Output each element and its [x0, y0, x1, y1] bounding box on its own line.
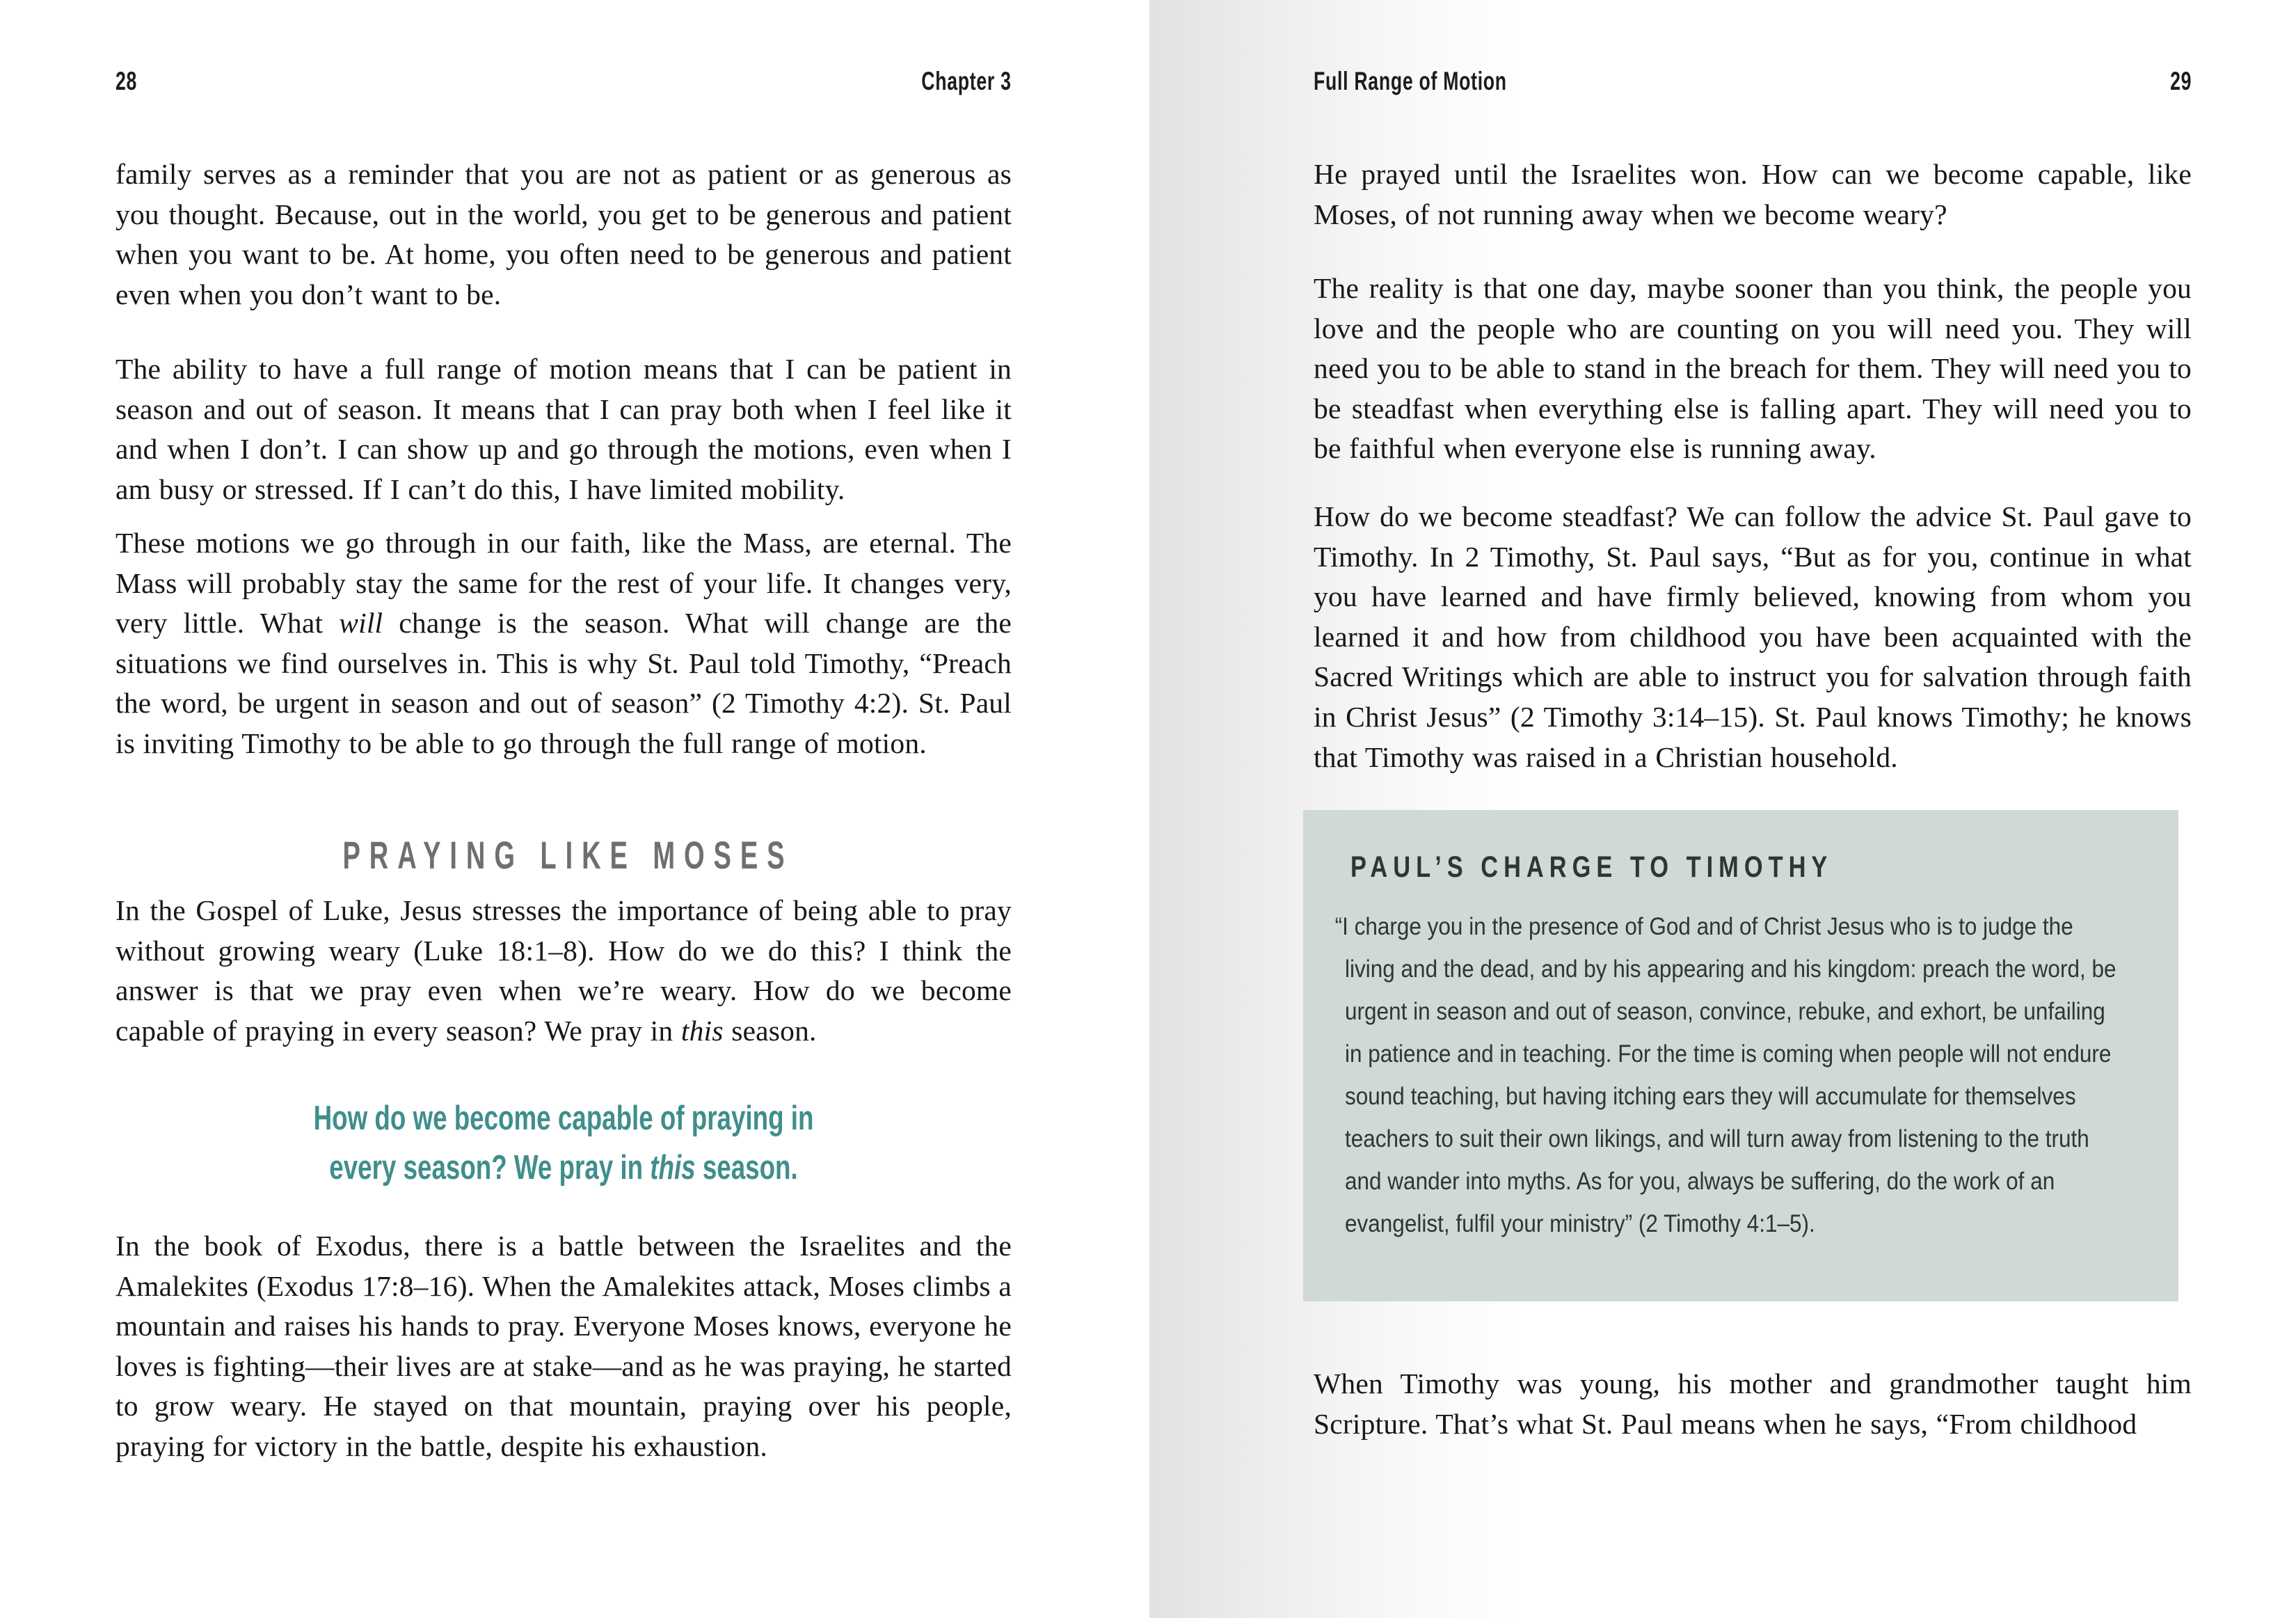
- body-paragraph: He prayed until the Israelites won. How can we become capable, like Moses, of not running away when we become weary?: [1314, 158, 2192, 230]
- pull-quote-line: every season? We pray in this season.: [329, 1149, 798, 1187]
- body-paragraph: In the Gospel of Luke, Jesus stresses the importance of being able to pray without growing weary (Luke 18:1–8). How do we do this? I think the answer is that we pray even when we’re weary. How do we become capable of praying in every season? We pray in this season.: [115, 894, 1012, 1047]
- running-head-right: Full Range of Motion: [1314, 67, 1507, 95]
- page-right: [1314, 0, 2192, 1618]
- body-paragraph: These motions we go through in our faith, like the Mass, are eternal. The Mass will probably stay the same for the rest of your life. It changes very, very little. What will change is the season. What will change are the situations we find ourselves in. This is why St. Paul told Timothy, “Preach the word, be urgent in season and out of season” (2 Timothy 4:2). St. Paul is inviting Timothy to be able to go through the full range of motion.: [115, 527, 1012, 759]
- body-paragraph: family serves as a reminder that you are not as patient or as generous as you thought. Because, out in the world, you get to be generous and patient when you want to be. At home, you often need to be generous and patient even when you don’t want to be.: [115, 158, 1012, 310]
- pull-quote: [228, 1094, 900, 1193]
- body-paragraph: When Timothy was young, his mother and grandmother taught him Scripture. That’s what St. Paul means when he says, “From childhood: [1314, 1367, 2192, 1440]
- page-number-right: 29: [2169, 67, 2192, 95]
- pull-quote-line: How do we become capable of praying in: [313, 1100, 814, 1137]
- running-head-left: Chapter 3: [921, 67, 1012, 95]
- callout-title: PAUL’S CHARGE TO TIMOTHY: [1350, 850, 1833, 884]
- body-paragraph: The ability to have a full range of motion means that I can be patient in season and out of season. It means that I can pray both when I feel like it and when I don’t. I can show up and go through the motions, even when I am busy or stressed. If I can’t do this, I have limited mobility.: [115, 353, 1012, 505]
- body-paragraph: How do we become steadfast? We can follow the advice St. Paul gave to Timothy. In 2 Timothy, St. Paul says, “But as for you, continue in what you have learned and have firmly believed, knowing from whom you learned it and how from childhood you have been acquainted with the Sacred Writings which are able to instruct you for salvation through faith in Christ Jesus” (2 Timothy 3:14–15). St. Paul knows Timothy; he knows that Timothy was raised in a Christian household.: [1314, 500, 2192, 773]
- body-paragraph: In the book of Exodus, there is a battle between the Israelites and the Amalekites (Exodus 17:8–16). When the Amalekites attack, Moses climbs a mountain and raises his hands to pray. Everyone Moses knows, everyone he loves is fighting—their lives are at stake—and as he was praying, he started to grow weary. He stayed on that mountain, praying over his people, praying for victory in the battle, despite his exhaustion.: [115, 1230, 1012, 1462]
- section-heading: PRAYING LIKE MOSES: [342, 833, 794, 877]
- callout-box: [1303, 810, 2178, 1301]
- body-paragraph: The reality is that one day, maybe sooner than you think, the people you love and the people who are counting on you will need you. They will need you to be able to stand in the breach for them. They will need you to be steadfast when everything else is falling apart. They will need you to be faithful when everyone else is running away.: [1314, 272, 2192, 465]
- page-number-left: 28: [115, 67, 138, 95]
- page-left: [115, 0, 1012, 1618]
- callout-body: “I charge you in the presence of God and of Christ Jesus who is to judge the living and the dead, and by his appearing and his kingdom: preach the word, be urgent in season and out of season, convince, rebuke, and exhort, be unfailing in patience and in teaching. For the time is coming when people will not endure sound teaching, but having itching ears they will accumulate for themselves teachers to suit their own likings, and will turn away from listening to the truth and wander into myths. As for you, always be suffering, do the work of an evangelist, fulfil your ministry” (2 Timothy 4:1–5).: [1334, 913, 2116, 1237]
